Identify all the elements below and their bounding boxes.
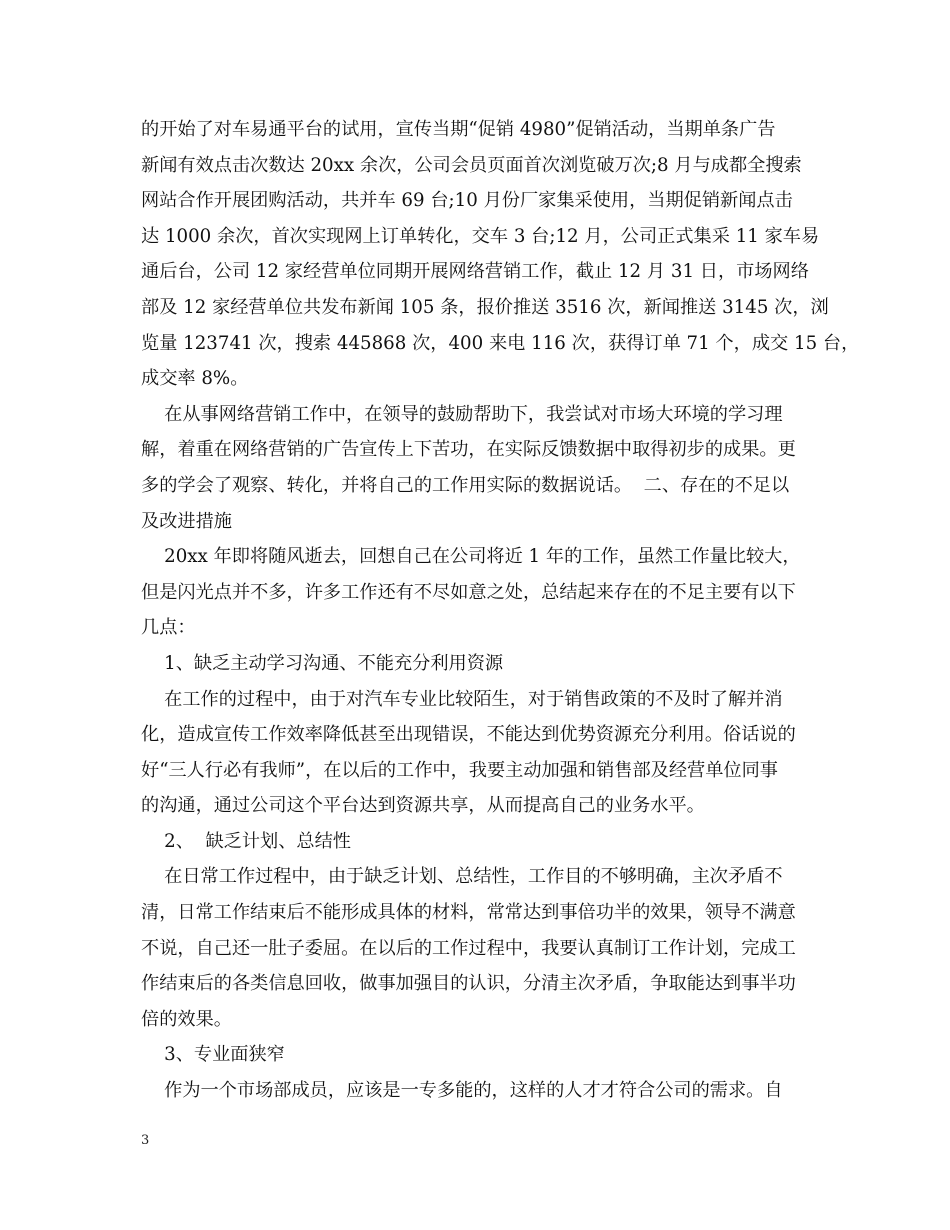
document-body xyxy=(141,112,860,1109)
paragraph-first-line: 作为一个市场部成员，应该是一专多能的，这样的人才才符合公司的需求。自 xyxy=(141,1080,783,1102)
section-heading: 3、专业面狭窄 xyxy=(141,1044,285,1066)
text-line: 览量 123741 次，搜索 445868 次，400 来电 116 次，获得订单 71 个，成交 15 台， xyxy=(141,332,860,354)
text-line: 达 1000 余次，首次实现网上订单转化，交车 3 台;12 月，公司正式集采 11 家车易 xyxy=(141,225,820,247)
text-line: 及改进措施 xyxy=(141,510,232,532)
text-line: 不说，自己还一肚子委屈。在以后的工作过程中，我要认真制订工作计划，完成工 xyxy=(141,937,796,959)
text-line: 作结束后的各类信息回收，做事加强目的认识，分清主次矛盾，争取能达到事半功 xyxy=(141,973,796,995)
text-line: 的沟通，通过公司这个平台达到资源共享，从而提高自己的业务水平。 xyxy=(141,795,705,817)
paragraph-first-line: 20xx 年即将随风逝去，回想自己在公司将近 1 年的工作，虽然工作量比较大， xyxy=(141,546,801,568)
text-line: 但是闪光点并不多，许多工作还有不尽如意之处，总结起来存在的不足主要有以下 xyxy=(141,581,796,603)
text-line: 几点： xyxy=(141,617,196,639)
text-line: 解，着重在网络营销的广告宣传上下苦功，在实际反馈数据中取得初步的成果。更 xyxy=(141,439,796,461)
text-line: 新闻有效点击次数达 20xx 余次，公司会员页面首次浏览破万次;8 月与成都全搜索 xyxy=(141,154,802,176)
section-heading: 2、 缺乏计划、总结性 xyxy=(141,830,351,852)
page-number: 3 xyxy=(141,1133,150,1148)
text-line: 网站合作开展团购活动，共并车 69 台;10 月份厂家集采使用，当期促销新闻点击 xyxy=(141,190,793,212)
section-heading: 1、缺乏主动学习沟通、不能充分利用资源 xyxy=(141,652,504,674)
paragraph-first-line: 在工作的过程中，由于对汽车专业比较陌生，对于销售政策的不及时了解并消 xyxy=(141,688,783,710)
text-line: 清，日常工作结束后不能形成具体的材料，常常达到事倍功半的效果，领导不满意 xyxy=(141,902,796,924)
text-line: 部及 12 家经营单位共发布新闻 105 条，报价推送 3516 次，新闻推送 3145 次，浏 xyxy=(141,296,829,318)
text-line: 多的学会了观察、转化，并将自己的工作用实际的数据说话。 二、存在的不足以 xyxy=(141,474,790,496)
text-line: 化，造成宣传工作效率降低甚至出现错误，不能达到优势资源充分利用。俗话说的 xyxy=(141,724,796,746)
text-line: 的开始了对车易通平台的试用，宣传当期“促销 4980”促销活动，当期单条广告 xyxy=(141,119,776,140)
paragraph-first-line: 在从事网络营销工作中，在领导的鼓励帮助下，我尝试对市场大环境的学习理 xyxy=(141,403,783,425)
text-line: 倍的效果。 xyxy=(141,1008,232,1030)
paragraph-first-line: 在日常工作过程中，由于缺乏计划、总结性，工作目的不够明确，主次矛盾不 xyxy=(141,866,783,888)
text-line: 好“三人行必有我师”，在以后的工作中，我要主动加强和销售部及经营单位同事 xyxy=(141,759,778,781)
text-line: 通后台，公司 12 家经营单位同期开展网络营销工作，截止 12 月 31 日，市场网络 xyxy=(141,261,809,283)
text-line: 成交率 8%。 xyxy=(141,368,249,390)
